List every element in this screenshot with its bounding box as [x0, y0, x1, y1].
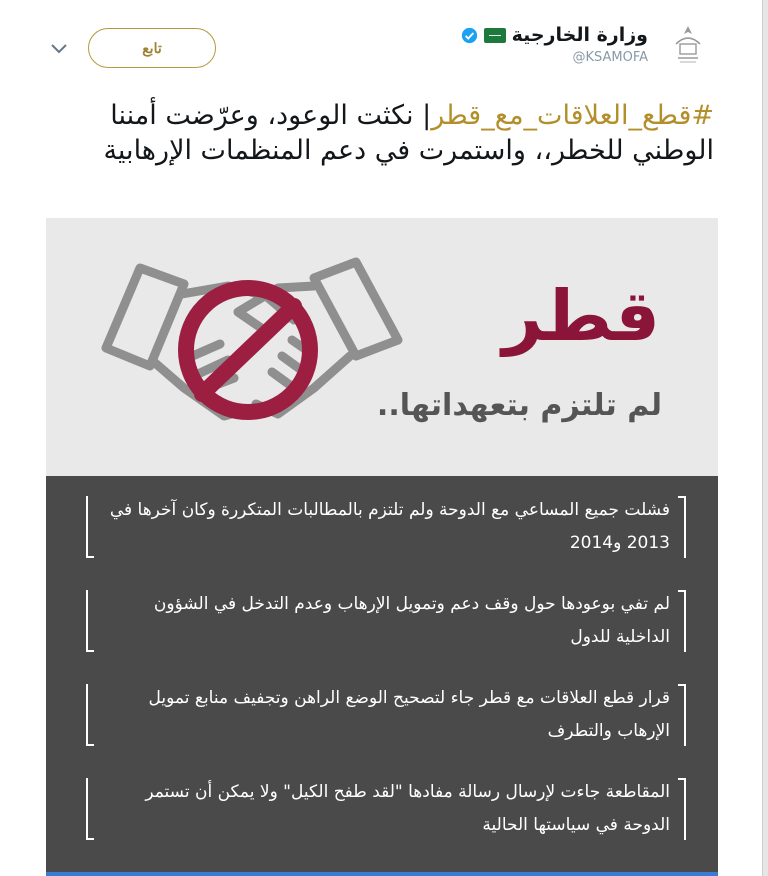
card-title: قطر	[502, 275, 660, 357]
point-text: المقاطعة جاءت لإرسال رسالة مفادها "لقد طفح الكيل" ولا يمكن أن تستمر الدوحة في سياستها الحالية	[145, 782, 670, 835]
user-info[interactable]	[461, 24, 648, 65]
card-bottom-strip	[46, 872, 718, 876]
bracket-right	[678, 778, 686, 840]
window-edge	[762, 0, 768, 876]
card-subtitle: لم تلتزم بتعهداتها..	[376, 388, 662, 423]
account-name-row[interactable]	[461, 24, 648, 46]
tweet-body	[64, 98, 714, 168]
bracket-left	[86, 778, 94, 840]
chevron-down-icon[interactable]	[50, 42, 68, 56]
point-text: قرار قطع العلاقات مع قطر جاء لتصحيح الوضع الراهن وتجفيف منابع تمويل الإرهاب والتطرف	[148, 688, 670, 741]
point-text: لم تفي بوعودها حول وقف دعم وتمويل الإرهاب وعدم التدخل في الشؤون الداخلية للدول	[153, 594, 670, 647]
account-handle[interactable]: @KSAMOFA	[572, 50, 648, 65]
saudi-flag-icon	[484, 28, 506, 43]
bracket-left	[86, 590, 94, 652]
list-item	[86, 588, 686, 654]
tweet-text: | نكثت الوعود، وعرّضت أمننا الوطني للخطر،، واستمرت في دعم المنظمات الإرهابية	[103, 100, 714, 166]
bracket-right	[678, 590, 686, 652]
point-text: فشلت جميع المساعي مع الدوحة ولم تلتزم بالمطالبات المتكررة وكان آخرها في 2013 و2014	[109, 500, 670, 553]
bracket-right	[678, 684, 686, 746]
card-header-panel	[46, 218, 718, 476]
bracket-left	[86, 684, 94, 746]
ministry-logo-icon[interactable]	[668, 22, 708, 70]
list-item	[86, 682, 686, 748]
hashtag-link[interactable]: #قطع_العلاقات_مع_قطر	[431, 100, 714, 131]
tweet-header	[40, 14, 720, 74]
infographic-card[interactable]	[46, 218, 718, 876]
card-points-panel	[46, 476, 718, 876]
bracket-right	[678, 496, 686, 558]
verified-badge-icon	[461, 27, 478, 44]
bracket-left	[86, 496, 94, 558]
list-item	[86, 494, 686, 560]
account-name[interactable]: وزارة الخارجية	[511, 24, 648, 46]
follow-button[interactable]: تابع	[88, 28, 216, 68]
list-item	[86, 776, 686, 842]
broken-handshake-prohibited-icon	[88, 238, 418, 458]
